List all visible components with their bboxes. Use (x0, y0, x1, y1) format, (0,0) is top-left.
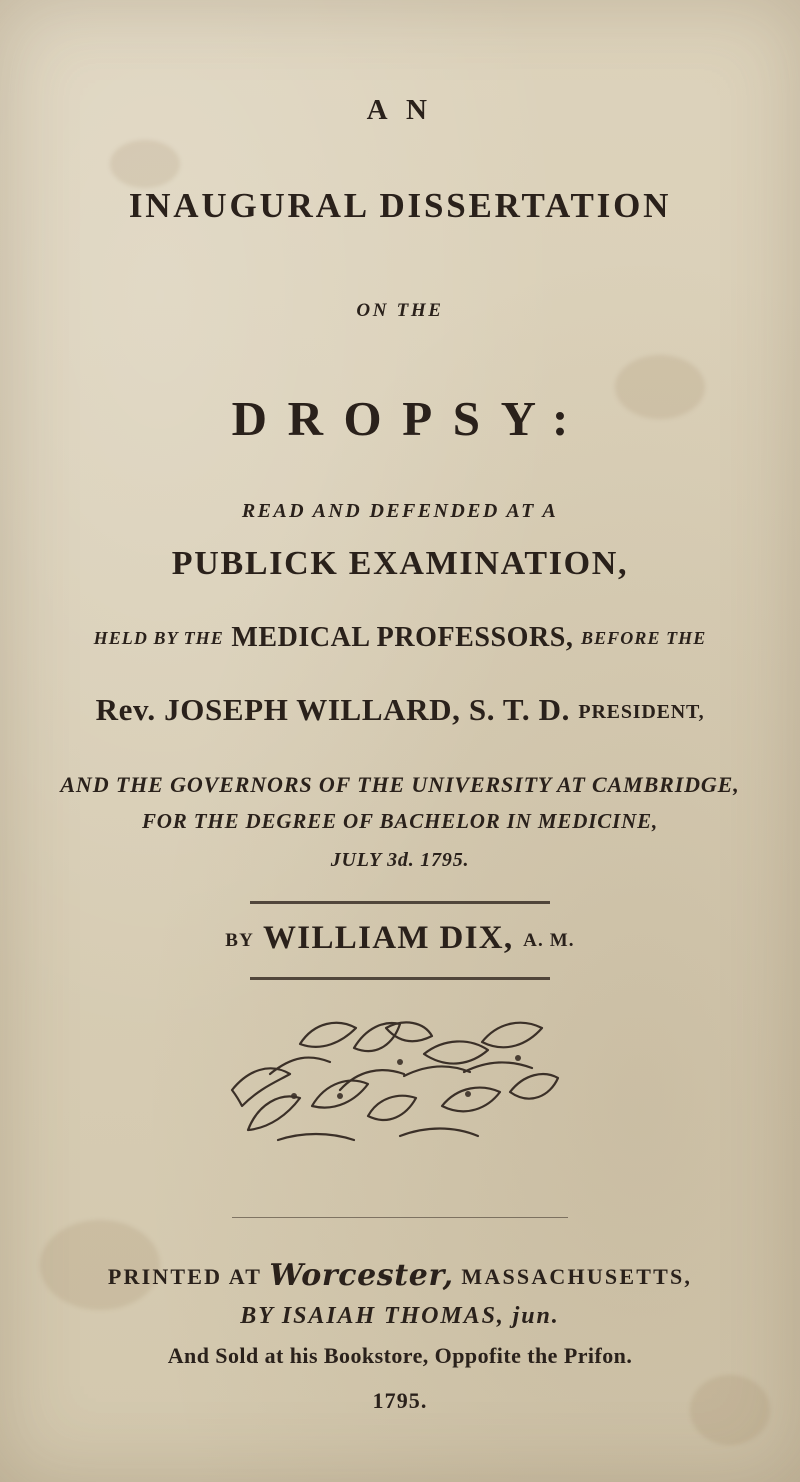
author-line (0, 920, 800, 957)
floral-ornament-icon (218, 1000, 566, 1160)
degree-line: FOR THE DEGREE OF BACHELOR IN MEDICINE, (141, 809, 659, 833)
foxing-stain (110, 140, 180, 188)
author-degree: A. M. (523, 930, 575, 951)
subtitle-publick-line: PUBLICK EXAMINATION, (171, 545, 629, 582)
printed-state: MASSACHUSETTS, (461, 1264, 693, 1289)
printer-by: BY (240, 1303, 274, 1329)
author-by: BY (225, 930, 254, 951)
imprint-divider-rule (232, 1217, 568, 1218)
bottom-divider-rule (250, 977, 550, 980)
held-by-professors: MEDICAL PROFESSORS, (231, 622, 574, 653)
title-main: INAUGURAL DISSERTATION (128, 186, 672, 225)
printed-line (0, 1258, 800, 1293)
title-on-the: ON THE (356, 300, 444, 321)
president-rev: Rev. (95, 692, 156, 727)
held-by-suffix: BEFORE THE (581, 628, 707, 648)
held-by-line (0, 622, 800, 654)
printer-line (0, 1303, 800, 1330)
president-line (0, 692, 800, 728)
date-line: JULY 3d. 1795. (330, 849, 470, 871)
sold-line: And Sold at his Bookstore, Oppofite the Prifon. (167, 1343, 633, 1368)
author-name: WILLIAM DIX, (262, 920, 514, 956)
title-article: A N (366, 94, 434, 126)
subtitle-read-line: READ AND DEFENDED AT A (241, 500, 559, 522)
publication-year: 1795. (372, 1388, 428, 1413)
printed-at: PRINTED AT (107, 1264, 262, 1289)
title-subject: DROPSY: (231, 391, 589, 446)
top-divider-rule (250, 901, 550, 904)
printed-city: Worcester, (269, 1258, 454, 1293)
held-by-prefix: HELD BY THE (93, 628, 224, 648)
governors-line: AND THE GOVERNORS OF THE UNIVERSITY AT CAMBRIDGE, (60, 772, 740, 797)
printer-name: ISAIAH THOMAS, jun. (281, 1303, 560, 1329)
president-name: JOSEPH WILLARD, S. T. D. (164, 692, 571, 727)
president-title: PRESIDENT, (578, 701, 705, 723)
